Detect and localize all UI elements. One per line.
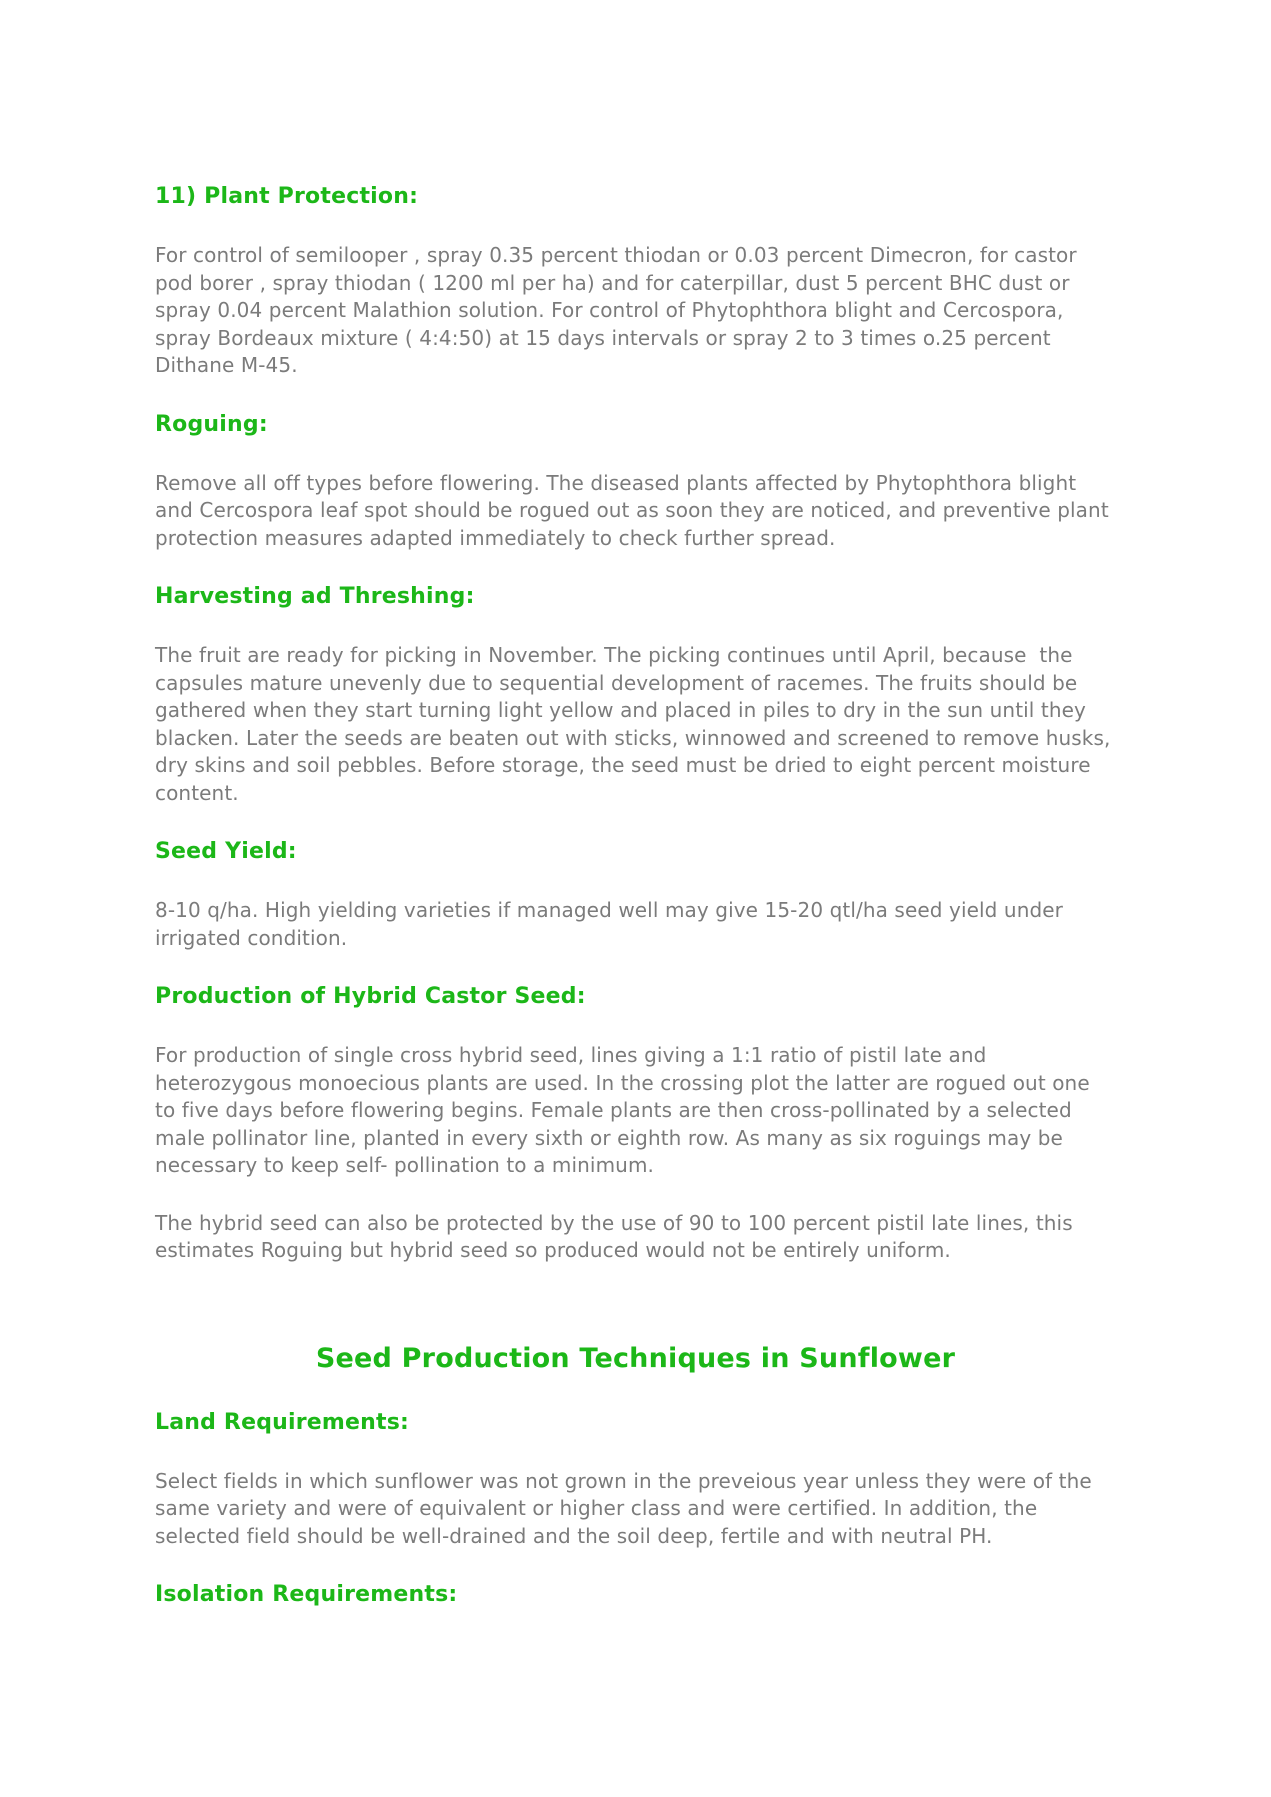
paragraph-hybrid-castor-seed-1: For production of single cross hybrid seed, lines giving a 1:1 ratio of pistil late and heterozygous monoecious plants are used. In the crossing plot the latter are rogued out one to five days before flowering begins. Female plants are then cross-pollinated by a selected male pollinator line, planted in every sixth or eighth row. As many as six roguings may be necessary to keep self- pollination to a minimum. [155, 1043, 1090, 1177]
document-content [155, 182, 1116, 1610]
heading-land-requirements: Land Requirements: [155, 1409, 410, 1435]
paragraph-harvesting-threshing: The fruit are ready for picking in November. The picking continues until April, because the capsules mature unevenly due to sequential development of racemes. The fruits should be gathered when they start turning light yellow and placed in piles to dry in the sun until they blacken. Later the seeds are beaten out with sticks, winnowed and screened to remove husks, dry skins and soil pebbles. Before storage, the seed must be dried to eight percent moisture content. [155, 643, 1111, 805]
heading-plant-protection: 11) Plant Protection: [155, 184, 419, 209]
paragraph-roguing: Remove all off types before flowering. The diseased plants affected by Phytophthora blight and Cercospora leaf spot should be rogued out as soon they are noticed, and preventive plant protection measures adapted immediately to check further spread. [155, 470, 1109, 550]
heading-hybrid-castor-seed: Production of Hybrid Castor Seed: [155, 984, 586, 1009]
heading-roguing: Roguing: [155, 411, 268, 437]
heading-isolation-requirements: Isolation Requirements: [155, 1582, 458, 1607]
paragraph-hybrid-castor-seed-2: The hybrid seed can also be protected by the use of 90 to 100 percent pistil late lines, this estimates Roguing but hybrid seed so produced would not be entirely uniform. [155, 1210, 1073, 1262]
heading-harvesting-threshing: Harvesting ad Threshing: [155, 584, 475, 609]
paragraph-plant-protection: For control of semilooper , spray 0.35 percent thiodan or 0.03 percent Dimecron, for castor pod borer , spray thiodan ( 1200 ml per ha) and for caterpillar, dust 5 percent BHC dust or spray 0.04 percent Malathion solution. For control of Phytophthora blight and Cercospora, spray Bordeaux mixture ( 4:4:50) at 15 days intervals or spray 2 to 3 times o.25 percent Dithane M-45. [155, 243, 1077, 377]
title-seed-production-sunflower: Seed Production Techniques in Sunflower [315, 1342, 956, 1374]
paragraph-seed-yield: 8-10 q/ha. High yielding varieties if managed well may give 15-20 qtl/ha seed yield under irrigated condition. [155, 898, 1063, 950]
heading-seed-yield: Seed Yield: [155, 839, 297, 864]
paragraph-land-requirements: Select fields in which sunflower was not grown in the preveious year unless they were of the same variety and were of equivalent or higher class and were certified. In addition, the selected field should be well-drained and the soil deep, fertile and with neutral PH. [155, 1468, 1092, 1548]
